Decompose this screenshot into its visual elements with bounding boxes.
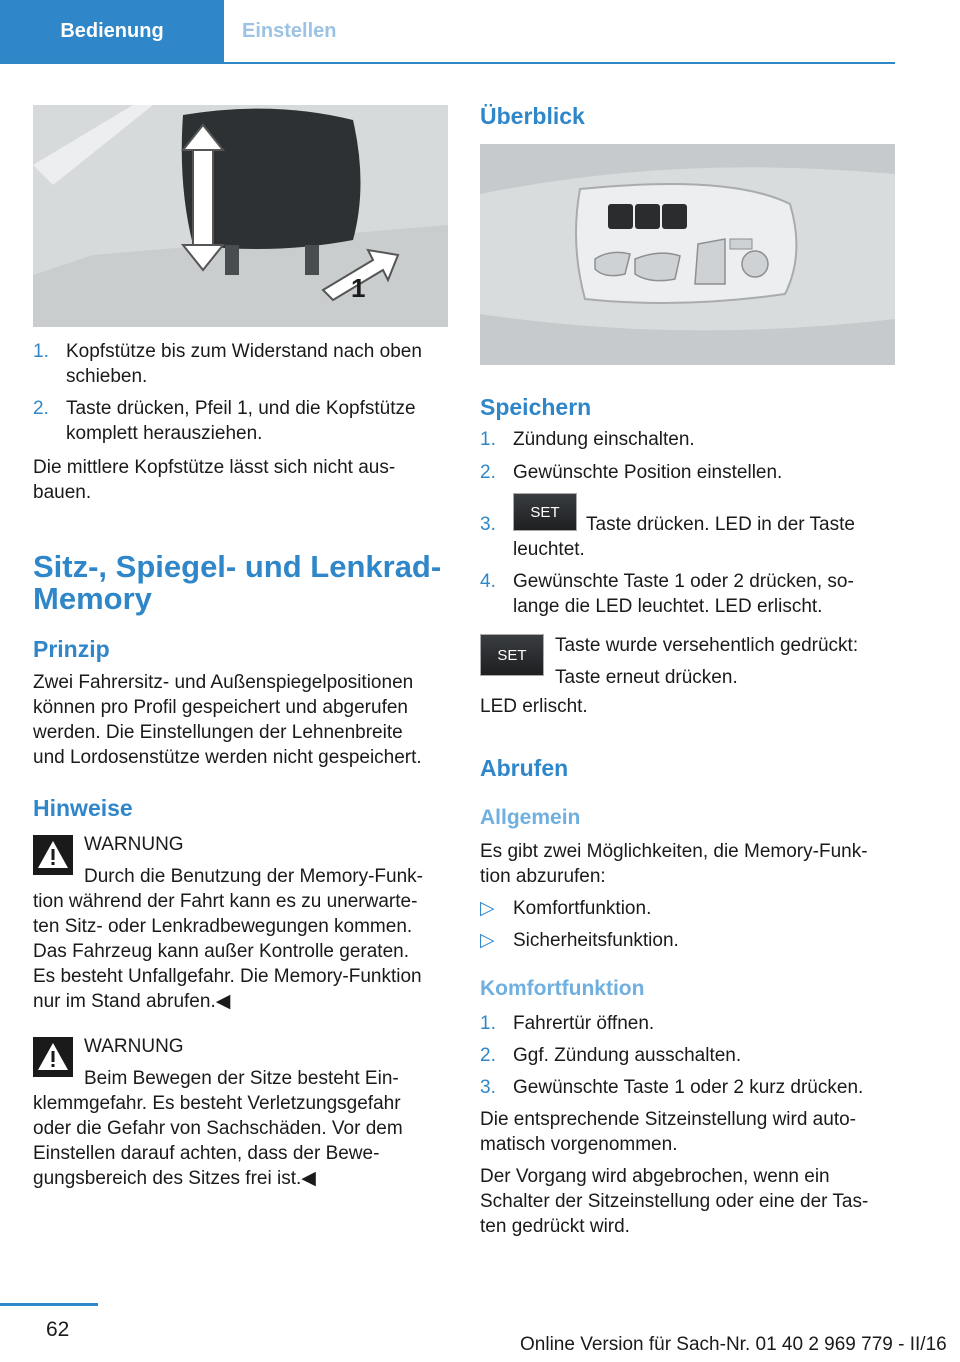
- prinzip-text: Zwei Fahrersitz- und Außenspiegelpositionen können pro Profil gespeichert und abgerufen werden. Die Einstellungen der Lehnenbreite und Lordosenstütze werden nicht gespeichert.: [33, 672, 422, 768]
- tab-einstellen[interactable]: Einstellen: [242, 20, 337, 42]
- overview-heading: Überblick: [480, 103, 585, 129]
- seat-controls-figure: [480, 144, 895, 365]
- led-off-text: LED erlischt.: [480, 696, 588, 717]
- list-text: Gewünschte Taste 1 oder 2 kurz drücken.: [513, 1077, 864, 1098]
- set-note: Taste wurde versehentlich gedrückt: Taste erneut drücken.: [555, 635, 859, 688]
- list-text: Fahrertür öffnen.: [513, 1013, 655, 1034]
- warning2-label: WARNUNG: [84, 1036, 184, 1057]
- list-number: 2.: [480, 1045, 496, 1066]
- headrest-illustration: [33, 105, 448, 327]
- list-number: 2.: [33, 398, 49, 419]
- list-number: 3.: [480, 1077, 496, 1098]
- set-button-inline: SET: [513, 493, 577, 531]
- prinzip-heading: Prinzip: [33, 636, 110, 662]
- warning1-label: WARNUNG: [84, 834, 184, 855]
- list-text: Zündung einschalten.: [513, 429, 695, 450]
- hinweise-heading: Hinweise: [33, 795, 133, 821]
- arrow-label-1: 1: [351, 273, 366, 303]
- abrufen-heading: Abrufen: [480, 755, 569, 781]
- list-number: 1.: [480, 1013, 496, 1034]
- section-title: Sitz-, Spiegel- und Lenkrad- Memory: [33, 549, 442, 616]
- komfort-heading: Komfortfunktion: [480, 977, 645, 1000]
- list-text: Kopfstütze bis zum Widerstand nach oben schieben.: [66, 341, 422, 387]
- bullet-text: Sicherheitsfunktion.: [513, 930, 679, 951]
- list-number: 2.: [480, 462, 496, 483]
- bullet-icon: ▷: [480, 898, 495, 919]
- bullet-text: Komfortfunktion.: [513, 898, 652, 919]
- list-number: 3.: [480, 514, 496, 535]
- header-tabs: [0, 0, 895, 64]
- headrest-figure: [33, 105, 448, 327]
- list-text: Gewünschte Position einstellen.: [513, 462, 783, 483]
- list-number: 1.: [480, 429, 496, 450]
- tab-bedienung[interactable]: Bedienung: [0, 0, 224, 62]
- headrest-note: Die mittlere Kopfstütze lässt sich nicht aus- bauen.: [33, 457, 396, 503]
- list-text: Taste drücken, Pfeil 1, und die Kopfstütze komplett herausziehen.: [66, 398, 416, 444]
- list-text: Gewünschte Taste 1 oder 2 drücken, so- lange die LED leuchtet. LED erlischt.: [513, 571, 854, 617]
- warning1-text: Durch die Benutzung der Memory-Funk- tion während der Fahrt kann es zu unerwarte- ten Sitz- oder Lenkradbewegungen kommen. Das Fahrzeug kann außer Kontrolle geraten. Es besteht Unfallgefahr. Die Memory-Funktion nur im Stand abrufen.◀: [33, 866, 423, 1012]
- online-version: Online Version für Sach-Nr. 01 40 2 969 779 - II/16: [520, 1334, 947, 1355]
- page-number: 62: [46, 1318, 70, 1341]
- footer-rule: [0, 1303, 98, 1306]
- seat-controls-illustration: [480, 144, 895, 365]
- speichern-heading: Speichern: [480, 394, 592, 420]
- allgemein-heading: Allgemein: [480, 806, 581, 829]
- result-text: Die entsprechende Sitzeinstellung wird auto- matisch vorgenommen.: [480, 1109, 856, 1155]
- list-number: 4.: [480, 571, 496, 592]
- allgemein-text: Es gibt zwei Möglichkeiten, die Memory-Funk- tion abzurufen:: [480, 841, 868, 887]
- set-button: SET: [480, 634, 544, 676]
- list-text: Ggf. Zündung ausschalten.: [513, 1045, 742, 1066]
- list-text: Taste drücken. LED in der Taste leuchtet.: [513, 514, 855, 560]
- warning2-text: Beim Bewegen der Sitze besteht Ein- klemmgefahr. Es besteht Verletzungsgefahr oder die Gefahr von Sachschäden. Vor dem Einstellen darauf achten, dass der Bewe- gungsbereich des Sitzes frei ist.◀: [33, 1068, 403, 1189]
- list-number: 1.: [33, 341, 49, 362]
- abort-text: Der Vorgang wird abgebrochen, wenn ein Schalter der Sitzeinstellung oder eine der Tas- ten gedrückt wird.: [480, 1166, 869, 1237]
- bullet-icon: ▷: [480, 930, 495, 951]
